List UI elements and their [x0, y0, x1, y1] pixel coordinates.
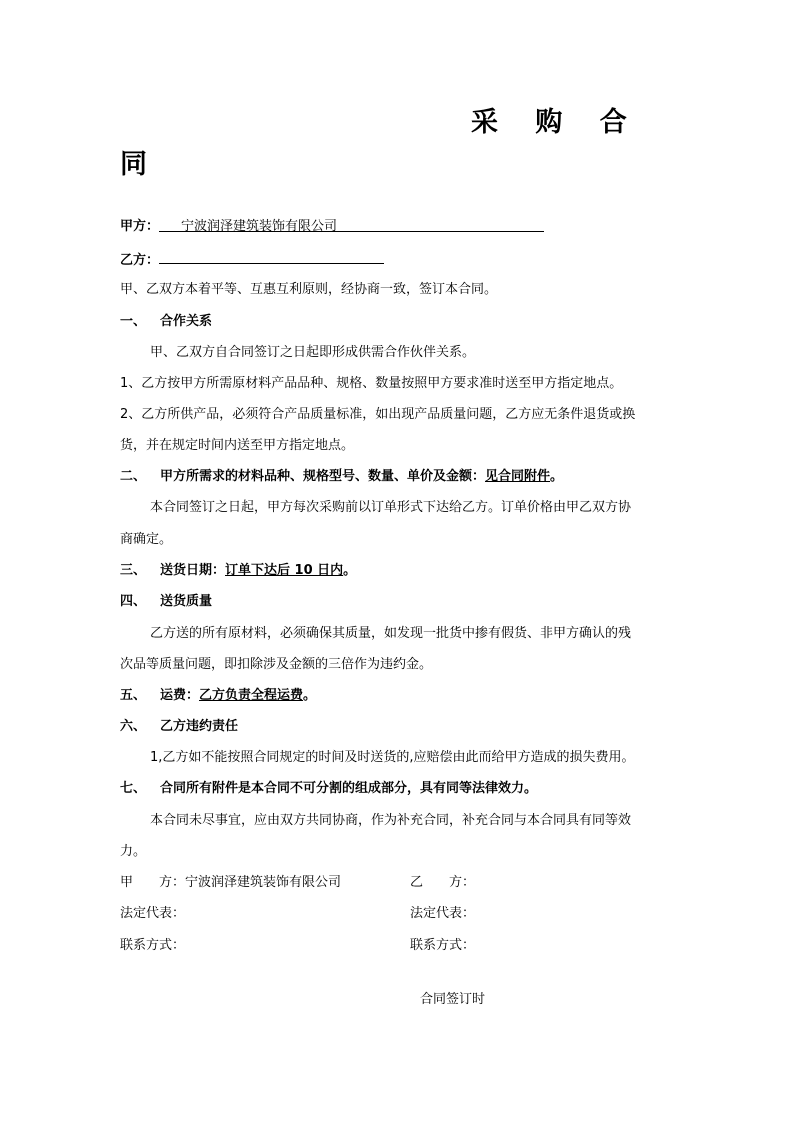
- section-7-title: 合同所有附件是本合同不可分割的组成部分，具有同等法律效力。: [160, 781, 538, 796]
- section-4-p1a: 乙方送的所有原材料，必须确保其质量，如发现一批货中掺有假货、非甲方确认的残: [150, 626, 632, 641]
- party-a-name: 宁波润泽建筑装饰有限公司: [181, 219, 338, 234]
- section-3-title-end: 。: [343, 563, 357, 578]
- section-5-heading: [120, 686, 316, 706]
- sign-b-contact-label: 联系方式：: [410, 938, 476, 953]
- section-4-heading: [120, 592, 212, 612]
- section-7-heading: [120, 779, 537, 799]
- sign-time-label: 合同签订时: [420, 992, 486, 1007]
- section-1-heading: [120, 312, 212, 332]
- section-2-title-underlined: 见合同附件: [485, 469, 551, 484]
- section-6-num: 六、: [120, 719, 147, 734]
- section-1-p3b: 货，并在规定时间内送至甲方指定地点。: [120, 438, 355, 453]
- section-3-title-underlined: 订单下达后 10 日内: [225, 563, 344, 578]
- section-3-title: 送货日期：: [160, 563, 226, 578]
- party-a-label: 甲方：: [120, 219, 160, 234]
- section-3-num: 三、: [120, 563, 147, 578]
- section-2-title-end: 。: [550, 469, 564, 484]
- section-1-title: 合作关系: [160, 314, 213, 329]
- section-4-title: 送货质量: [160, 594, 213, 609]
- section-2-p1a: 本合同签订之日起，甲方每次采购前以订单形式下达给乙方。订单价格由甲乙双方协: [150, 500, 632, 515]
- sign-party-a-label: 甲 方：: [120, 875, 186, 890]
- section-1-p1: 甲、乙双方自合同签订之日起即形成供需合作伙伴关系。: [150, 345, 476, 360]
- section-1-p3a: 2、乙方所供产品，必须符合产品质量标准，如出现产品质量问题，乙方应无条件退货或换: [120, 407, 636, 422]
- section-4-p1b: 次品等质量问题，即扣除涉及金额的三倍作为违约金。: [120, 657, 433, 672]
- section-7-p1b: 力。: [120, 844, 147, 859]
- section-6-heading: [120, 717, 238, 737]
- title-part2: 同: [120, 149, 147, 180]
- section-6-p1: 1,乙方如不能按照合同规定的时间及时送货的,应赔偿由此而给甲方造成的损失费用。: [150, 750, 635, 765]
- section-2-num: 二、: [120, 469, 147, 484]
- section-4-num: 四、: [120, 594, 147, 609]
- section-2-heading: [120, 467, 563, 487]
- section-2-p1b: 商确定。: [120, 532, 173, 547]
- section-5-num: 五、: [120, 688, 147, 703]
- intro-text: 甲、乙双方本着平等、互惠互利原则，经协商一致，签订本合同。: [120, 282, 498, 297]
- title-part1: 采 购 合: [471, 107, 641, 138]
- section-5-title-end: 。: [303, 688, 317, 703]
- party-b-field: [159, 249, 384, 264]
- section-5-title-underlined: 乙方负责全程运费: [199, 688, 304, 703]
- party-b-label: 乙方：: [120, 253, 160, 268]
- sign-a-contact-label: 联系方式：: [120, 938, 186, 953]
- section-2-title: 甲方所需求的材料品种、规格型号、数量、单价及金额：: [160, 469, 486, 484]
- section-1-p2: 1、乙方按甲方所需原材料产品品种、规格、数量按照甲方要求准时送至甲方指定地点。: [120, 376, 623, 391]
- section-7-num: 七、: [120, 781, 147, 796]
- sign-party-a: [120, 873, 341, 893]
- sign-party-b-label: 乙 方：: [410, 875, 476, 890]
- party-b-line: [120, 249, 384, 271]
- section-6-title: 乙方违约责任: [160, 719, 239, 734]
- sign-b-rep-label: 法定代表：: [410, 906, 476, 921]
- sign-party-a-name: 宁波润泽建筑装饰有限公司: [185, 875, 342, 890]
- section-7-p1a: 本合同未尽事宜，应由双方共同协商，作为补充合同，补充合同与本合同具有同等效: [150, 813, 632, 828]
- sign-a-rep-label: 法定代表：: [120, 906, 186, 921]
- section-1-num: 一、: [120, 314, 147, 329]
- party-a-line: [120, 217, 544, 237]
- section-5-title: 运费：: [160, 688, 200, 703]
- section-3-heading: [120, 561, 356, 581]
- party-a-field: [159, 217, 544, 232]
